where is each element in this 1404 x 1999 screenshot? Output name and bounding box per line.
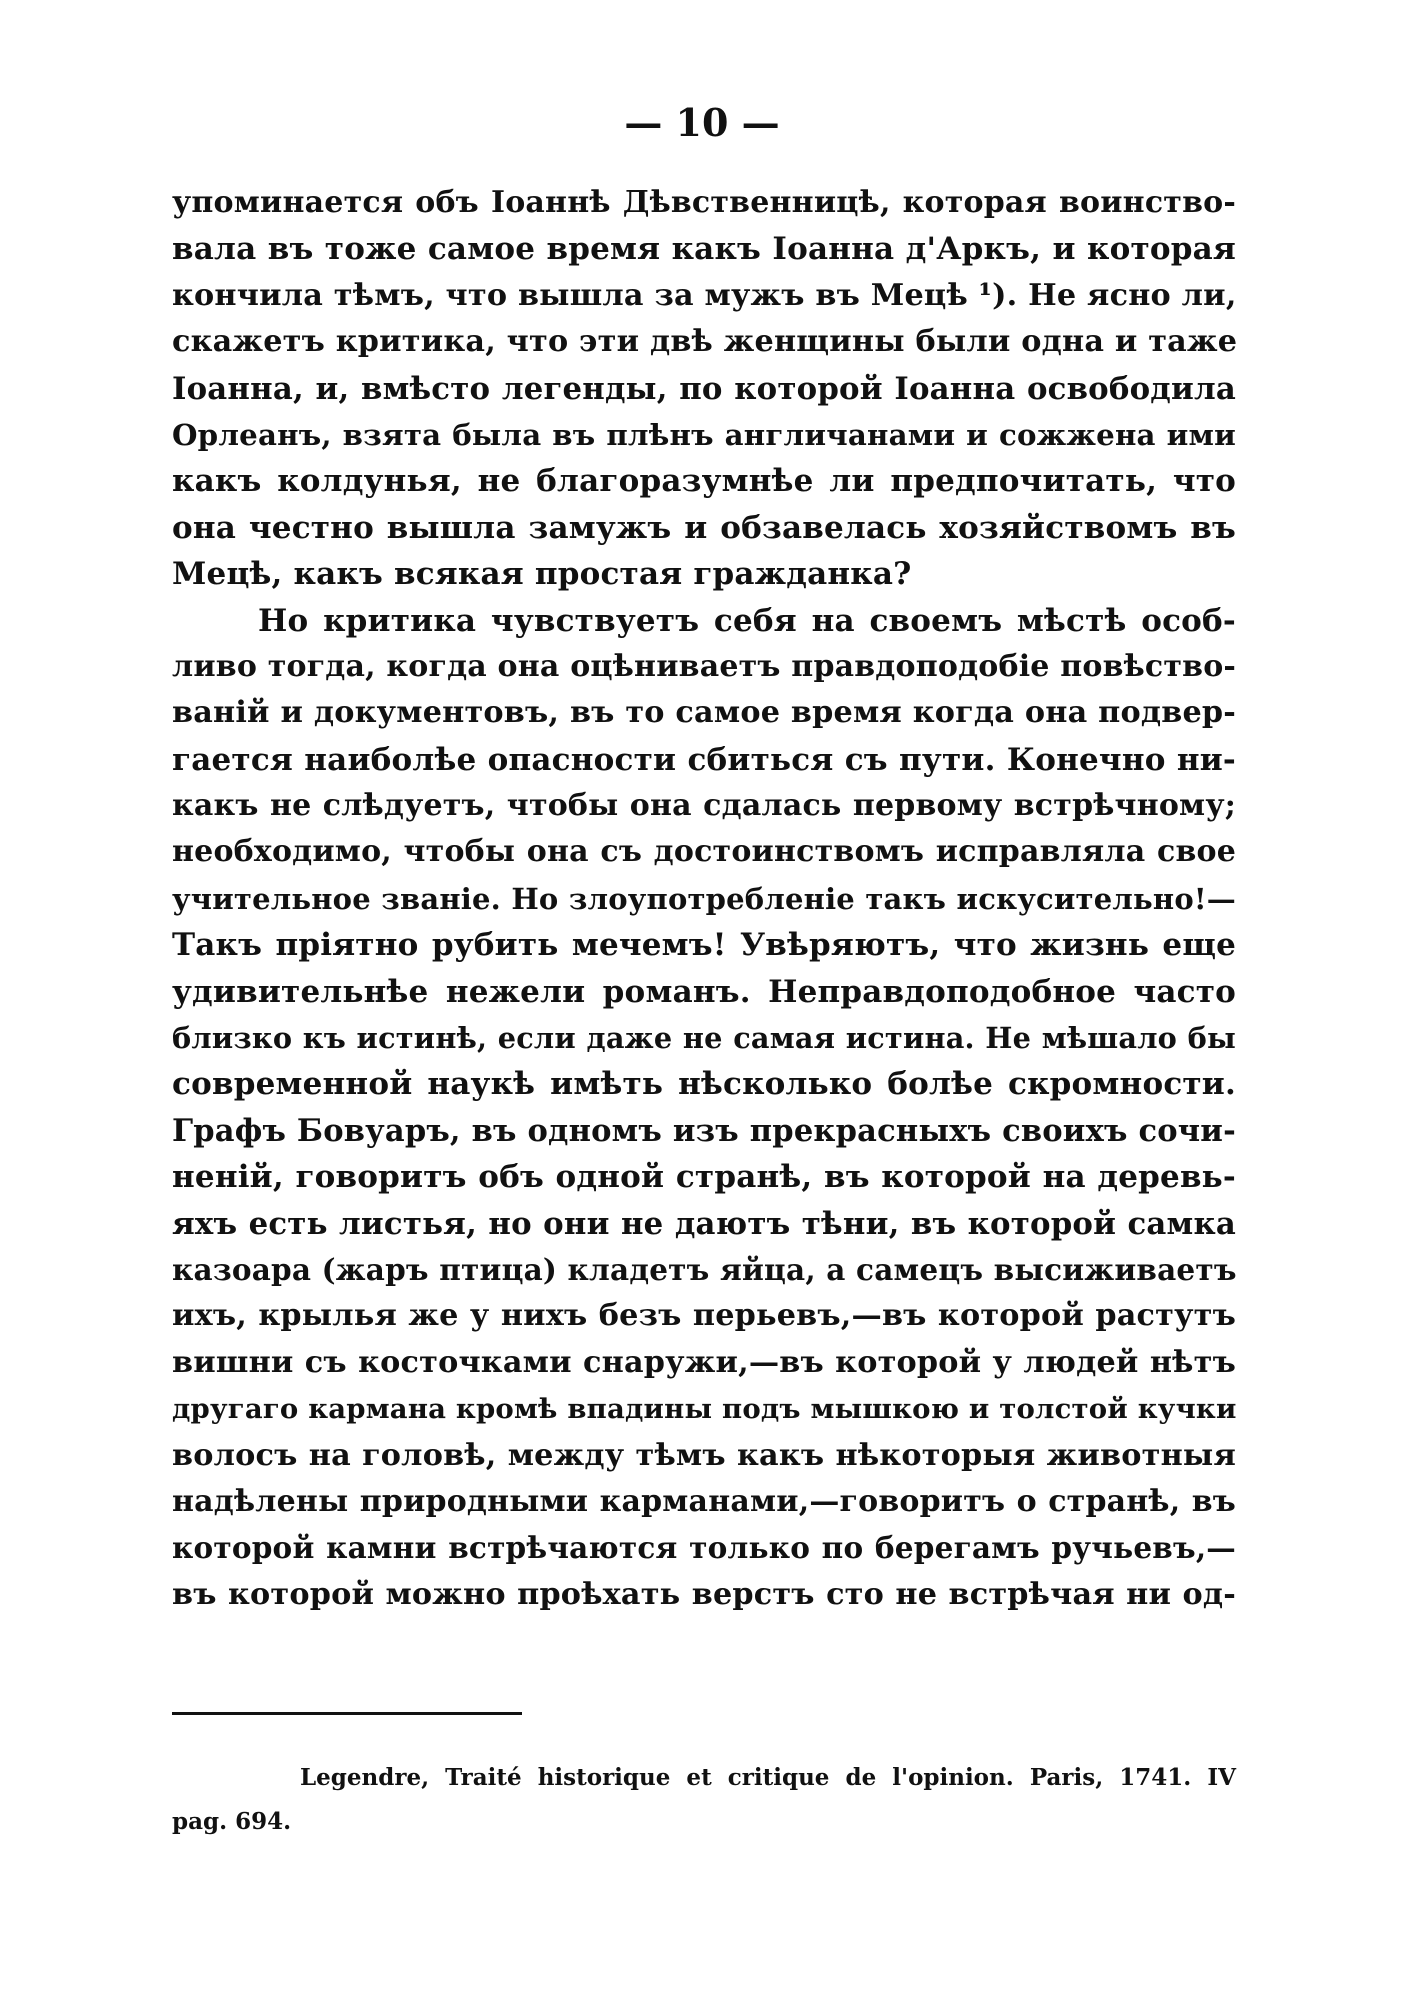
text-line: вала въ тоже самое время какъ Іоанна д'Аркъ, и которая — [172, 231, 1236, 268]
text-line: современной наукѣ имѣть нѣсколько болѣе скромности. — [172, 1066, 1236, 1103]
text-line: упоминается объ Іоаннѣ Дѣвственницѣ, которая воинство- — [172, 185, 1236, 220]
text-line: кончила тѣмъ, что вышла за мужъ въ Мецѣ ¹). Не ясно ли, — [172, 277, 1237, 313]
text-line: какъ не слѣдуетъ, чтобы она сдалась первому встрѣчному; — [172, 788, 1236, 824]
paragraph-start-line: Но критика чувствуетъ себя на своемъ мѣстѣ особ- — [258, 602, 1236, 639]
text-line: яхъ есть листья, но они не даютъ тѣни, въ которой самка — [172, 1205, 1236, 1242]
footnote — [172, 1756, 1236, 1844]
body-text — [172, 180, 1236, 1618]
text-line: гается наиболѣе опасности сбиться съ пути. Конечно ни- — [172, 741, 1236, 778]
text-line: Такъ пріятно рубить мечемъ! Увѣряютъ, что жизнь еще — [172, 927, 1236, 964]
text-line: Графъ Бовуаръ, въ одномъ изъ прекрасныхъ своихъ сочи- — [172, 1112, 1236, 1149]
text-line: учительное званіе. Но злоупотребленіе такъ искусительно!— — [172, 881, 1236, 916]
text-line: Мецѣ, какъ всякая простая гражданка? — [172, 556, 912, 593]
text-line: казоара (жаръ птица) кладетъ яйца, а самецъ высиживаетъ — [172, 1251, 1237, 1287]
footnote-rule — [172, 1712, 522, 1715]
text-line: удивительнѣе нежели романъ. Неправдоподобное часто — [172, 973, 1236, 1010]
page-number: — 10 — — [624, 100, 780, 145]
text-line: вишни съ косточками снаружи,—въ которой у людей нѣтъ — [172, 1344, 1236, 1380]
text-line: Орлеанъ, взята была въ плѣнъ англичанами и сожжена ими — [172, 417, 1236, 452]
text-line: надѣлены природными карманами,—говоритъ о странѣ, въ — [172, 1483, 1236, 1519]
text-line: она честно вышла замужъ и обзавелась хозяйствомъ въ — [172, 509, 1236, 546]
text-line: какъ колдунья, не благоразумнѣе ли предпочитать, что — [172, 463, 1236, 500]
text-line: ихъ, крылья же у нихъ безъ перьевъ,—въ которой растутъ — [172, 1298, 1236, 1334]
text-line: въ которой можно проѣхать верстъ сто не встрѣчая ни од- — [172, 1576, 1236, 1612]
text-line: скажетъ критика, что эти двѣ женщины были одна и таже — [172, 324, 1238, 360]
text-line: близко къ истинѣ, если даже не самая истина. Не мѣшало бы — [172, 1021, 1236, 1056]
text-line: Іоанна, и, вмѣсто легенды, по которой Іоанна освободила — [172, 370, 1236, 407]
text-line: волосъ на головѣ, между тѣмъ какъ нѣкоторыя животныя — [172, 1437, 1236, 1473]
text-line: которой камни встрѣчаются только по берегамъ ручьевъ,— — [172, 1530, 1236, 1566]
footnote-line: Legendre, Traité historique et critique de l'opinion. Paris, 1741. IV — [300, 1764, 1236, 1791]
footnote-line: pag. 694. — [172, 1808, 292, 1835]
text-line: другаго кармана кромѣ впадины подъ мышкою и толстой кучки — [172, 1393, 1237, 1426]
text-line: необходимо, чтобы она съ достоинствомъ исправляла свое — [172, 834, 1236, 870]
text-line: неній, говоритъ объ одной странѣ, въ которой на деревь- — [172, 1159, 1236, 1196]
text-line: ливо тогда, когда она оцѣниваетъ правдоподобіе повѣство- — [172, 648, 1237, 684]
text-line: ваній и документовъ, въ то самое время когда она подвер- — [172, 695, 1236, 731]
